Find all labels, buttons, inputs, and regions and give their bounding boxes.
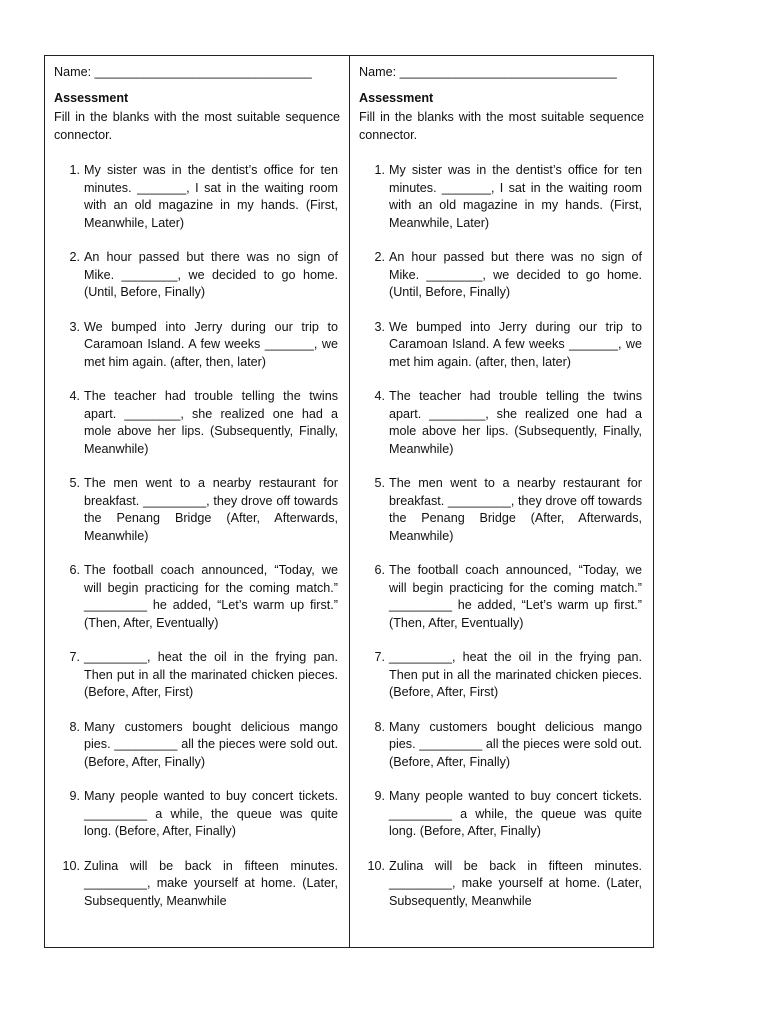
question-item — [359, 162, 644, 232]
question-item — [54, 719, 340, 772]
question-number: 9. — [374, 789, 385, 803]
worksheet-column-right — [349, 56, 653, 947]
question-text: Many people wanted to buy concert tickets. _________ a while, the queue was quite long. (Before, After, Finally) — [84, 789, 338, 838]
question-text: The football coach announced, “Today, we will begin practicing for the coming match.” _________ he added, “Let’s warm up first.” (Then, After, Eventually) — [389, 563, 642, 630]
question-number: 3. — [69, 319, 80, 334]
question-item — [359, 319, 644, 372]
question-item — [54, 388, 340, 458]
question-number: 2. — [374, 250, 385, 264]
question-item — [359, 858, 644, 911]
question-number: 2. — [69, 250, 80, 264]
question-number: 3. — [374, 319, 385, 334]
question-item — [54, 858, 340, 911]
question-text: An hour passed but there was no sign of Mike. ________, we decided to go home. (Until, Before, Finally) — [84, 250, 338, 299]
question-item — [54, 319, 340, 372]
question-item — [54, 562, 340, 632]
question-text: The men went to a nearby restaurant for breakfast. _________, they drove off towards the Penang Bridge (After, Afterwards, Meanwhile) — [84, 476, 338, 543]
question-item — [54, 649, 340, 702]
question-item — [359, 719, 644, 772]
question-number: 1. — [374, 163, 385, 177]
name-field-line: Name: _______________________________ — [54, 65, 312, 79]
worksheet-sheet — [44, 55, 654, 948]
question-list — [54, 162, 340, 910]
instructions-text: Fill in the blanks with the most suitable sequence connector. — [54, 110, 340, 142]
question-number: 6. — [69, 563, 80, 577]
question-number: 7. — [374, 650, 385, 664]
question-text: _________, heat the oil in the frying pan. Then put in all the marinated chicken pieces. (Before, After, First) — [84, 650, 338, 699]
question-number: 1. — [69, 163, 80, 177]
question-item — [359, 475, 644, 545]
question-number: 4. — [374, 389, 385, 403]
question-item — [359, 249, 644, 302]
assessment-heading: Assessment — [54, 90, 129, 105]
question-text: Many customers bought delicious mango pies. _________ all the pieces were sold out. (Before, After, Finally) — [84, 719, 338, 769]
question-text: Zulina will be back in fifteen minutes. _________, make yourself at home. (Later, Subsequently, Meanwhile — [389, 858, 642, 908]
question-list — [359, 162, 644, 910]
question-item — [359, 649, 644, 702]
instructions-text: Fill in the blanks with the most suitable sequence connector. — [359, 110, 644, 142]
question-number: 5. — [374, 476, 385, 490]
question-number: 10. — [367, 858, 385, 873]
question-item — [359, 562, 644, 632]
question-item — [359, 388, 644, 458]
name-field-line: Name: _______________________________ — [359, 65, 617, 79]
question-number: 9. — [69, 789, 80, 803]
question-text: _________, heat the oil in the frying pan. Then put in all the marinated chicken pieces. (Before, After, First) — [389, 650, 642, 699]
question-number: 5. — [69, 476, 80, 490]
question-number: 6. — [374, 563, 385, 577]
question-text: Many people wanted to buy concert tickets. _________ a while, the queue was quite long. (Before, After, Finally) — [389, 789, 642, 838]
question-item — [54, 475, 340, 545]
question-text: We bumped into Jerry during our trip to Caramoan Island. A few weeks _______, we met him again. (after, then, later) — [389, 319, 642, 369]
assessment-heading: Assessment — [359, 90, 434, 105]
question-number: 8. — [69, 719, 80, 734]
question-text: Many customers bought delicious mango pies. _________ all the pieces were sold out. (Before, After, Finally) — [389, 719, 642, 769]
question-number: 10. — [62, 858, 80, 873]
question-text: An hour passed but there was no sign of Mike. ________, we decided to go home. (Until, Before, Finally) — [389, 250, 642, 299]
question-text: The teacher had trouble telling the twins apart. ________, she realized one had a mole above her lips. (Subsequently, Finally, Meanwhile) — [389, 389, 642, 456]
question-number: 4. — [69, 389, 80, 403]
question-number: 8. — [374, 719, 385, 734]
question-text: We bumped into Jerry during our trip to Caramoan Island. A few weeks _______, we met him again. (after, then, later) — [84, 319, 338, 369]
question-text: Zulina will be back in fifteen minutes. _________, make yourself at home. (Later, Subsequently, Meanwhile — [84, 858, 338, 908]
question-item — [54, 162, 340, 232]
question-item — [54, 788, 340, 841]
question-text: The teacher had trouble telling the twins apart. ________, she realized one had a mole above her lips. (Subsequently, Finally, Meanwhile) — [84, 389, 338, 456]
question-number: 7. — [69, 650, 80, 664]
question-text: The men went to a nearby restaurant for breakfast. _________, they drove off towards the Penang Bridge (After, Afterwards, Meanwhile) — [389, 476, 642, 543]
question-item — [359, 788, 644, 841]
worksheet-column-left — [45, 56, 349, 947]
question-text: The football coach announced, “Today, we will begin practicing for the coming match.” _________ he added, “Let’s warm up first.” (Then, After, Eventually) — [84, 563, 338, 630]
question-text: My sister was in the dentist’s office for ten minutes. _______, I sat in the waiting room with an old magazine in my hands. (First, Meanwhile, Later) — [84, 163, 338, 230]
question-text: My sister was in the dentist’s office for ten minutes. _______, I sat in the waiting room with an old magazine in my hands. (First, Meanwhile, Later) — [389, 163, 642, 230]
question-item — [54, 249, 340, 302]
